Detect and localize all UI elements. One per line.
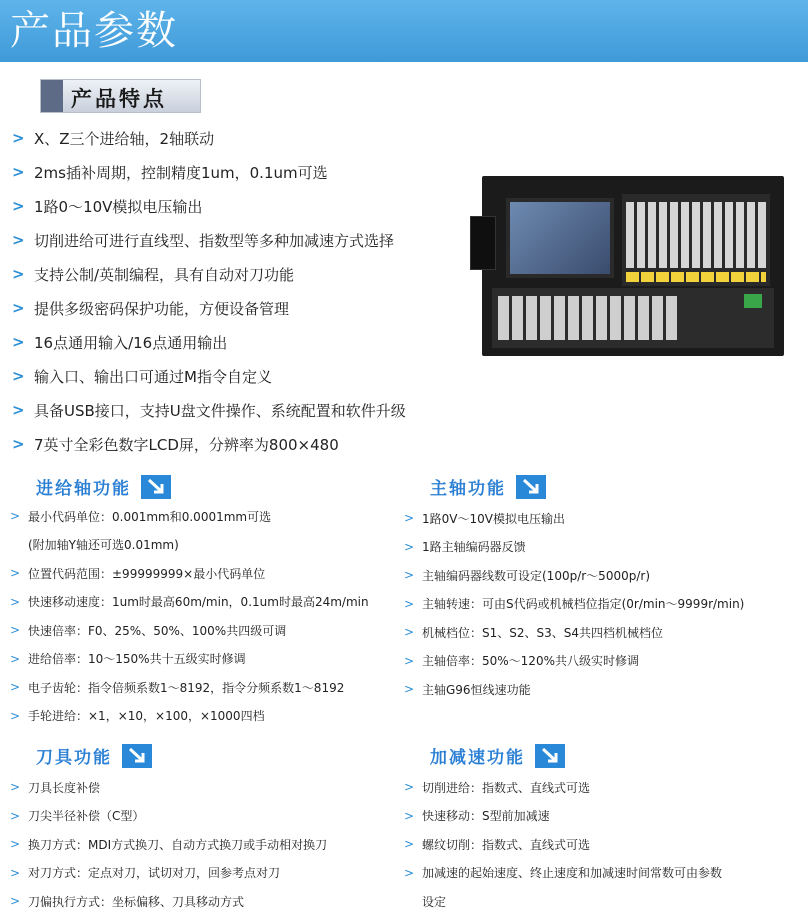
list-item [12,393,406,427]
chevron-right-icon: > [12,129,25,147]
chevron-right-icon: > [12,401,25,419]
operation-key-row [492,288,774,348]
chevron-right-icon: > [10,894,21,909]
chevron-right-icon: > [10,708,21,723]
chevron-right-icon: > [10,680,21,695]
chevron-right-icon: > [404,539,415,554]
spec-text: 主轴倍率：50%～120%共八级实时修调 [422,654,639,669]
operation-keys [498,296,678,340]
chevron-right-icon: > [404,653,415,668]
list-item [404,647,744,676]
feature-text: 7英寸全彩色数字LCD屏，分辨率为800×480 [34,435,339,454]
feature-text: 具备USB接口，支持U盘文件操作、系统配置和软件升级 [34,401,406,420]
spec-text: 快速移动：S型前加减速 [422,809,550,824]
feed-axis-title: 进给轴功能 [36,479,131,499]
list-item [10,773,327,802]
list-item [10,502,369,531]
list-item [404,773,722,802]
list-item [12,325,406,359]
list-item [12,121,406,155]
chevron-right-icon: > [404,837,415,852]
chevron-right-icon: > [404,625,415,640]
list-item [404,887,722,916]
spec-text: 手轮进给：×1，×10，×100，×1000四档 [28,709,265,724]
list-item [10,702,369,731]
feature-text: 输入口、输出口可通过M指令自定义 [34,367,272,386]
spec-text: 快速移动速度：1um时最高60m/min，0.1um时最高24m/min [28,595,369,610]
spec-text: 主轴G96恒线速功能 [422,682,531,697]
chevron-right-icon: > [10,808,21,823]
spec-text: 1路0V～10V模拟电压输出 [422,511,565,526]
arrow-down-right-icon [122,744,152,768]
list-item [12,155,406,189]
list-item [10,859,327,888]
spec-text: (附加轴Y轴还可选0.01mm) [28,538,179,553]
spec-text: 位置代码范围：±99999999×最小代码单位 [28,566,266,581]
tool-header [36,743,152,768]
header-banner [0,0,808,62]
spec-text: 1路主轴编码器反馈 [422,540,526,555]
feature-text: 2ms插补周期，控制精度1um，0.1um可选 [34,163,328,182]
feed-axis-list [10,502,369,730]
chevron-right-icon: > [404,808,415,823]
chevron-right-icon: > [404,682,415,697]
spec-text: 机械档位：S1、S2、S3、S4共四档机械档位 [422,625,664,640]
chevron-right-icon: > [12,333,25,351]
function-keys [626,272,766,282]
chevron-right-icon: > [10,837,21,852]
spindle-list [404,504,744,704]
spec-text: 对刀方式：定点对刀，试切对刀，回参考点对刀 [28,866,281,881]
tool-title: 刀具功能 [36,748,112,768]
chevron-right-icon: > [10,865,21,880]
list-item [10,531,369,560]
list-item [10,616,369,645]
list-item [10,645,369,674]
spec-text: 快速倍率：F0、25%、50%、100%共四级可调 [28,623,287,638]
chevron-right-icon: > [10,623,21,638]
list-item [10,588,369,617]
feature-text: 16点通用输入/16点通用输出 [34,333,228,352]
spec-text: 刀具长度补偿 [28,780,101,795]
chevron-right-icon: > [404,511,415,526]
features-title: 产品特点 [71,86,167,111]
spec-text: 螺纹切削：指数式、直线式可选 [422,837,591,852]
accel-title: 加减速功能 [430,748,525,768]
chevron-right-icon: > [12,163,25,181]
keypad-area [622,194,770,286]
list-item [12,223,406,257]
list-item [404,533,744,562]
arrow-down-right-icon [141,475,171,499]
chevron-right-icon: > [12,265,25,283]
usb-bracket [470,216,496,270]
chevron-right-icon: > [10,566,21,581]
keypad-keys [626,202,766,268]
spec-text: 主轴转速：可由S代码或机械档位指定(0r/min～9999r/min) [422,597,745,612]
features-tab [40,79,201,113]
chevron-right-icon: > [12,299,25,317]
list-item [404,504,744,533]
spindle-title: 主轴功能 [430,479,506,499]
accel-header [430,743,565,768]
spec-text: 设定 [422,894,447,909]
spec-text: 加减速的起始速度、终止速度和加减速时间常数可由参数 [422,866,723,881]
feature-text: 1路0～10V模拟电压输出 [34,197,203,216]
list-item [404,590,744,619]
list-item [404,675,744,704]
chevron-right-icon: > [10,780,21,795]
spec-text: 切削进给：指数式、直线式可选 [422,780,591,795]
list-item [12,257,406,291]
spec-text: 主轴编码器线数可设定(100p/r～5000p/r) [422,568,650,583]
chevron-right-icon: > [12,367,25,385]
list-item [10,559,369,588]
chevron-right-icon: > [12,435,25,453]
page-title: 产品参数 [10,8,178,54]
chevron-right-icon: > [12,231,25,249]
feed-axis-header [36,474,171,499]
feature-text: 提供多级密码保护功能，方便设备管理 [34,299,290,318]
spindle-header [430,474,546,499]
cnc-controller-image [482,176,784,356]
list-item [12,189,406,223]
list-item [404,618,744,647]
spec-text: 电子齿轮：指令倍频系数1～8192，指令分频系数1～8192 [28,680,345,695]
features-list [12,121,406,461]
chevron-right-icon: > [404,596,415,611]
chevron-right-icon: > [404,568,415,583]
chevron-right-icon: > [10,651,21,666]
arrow-down-right-icon [535,744,565,768]
list-item [12,359,406,393]
cycle-start-key [744,294,762,308]
list-item [10,887,327,916]
spec-text: 换刀方式：MDI方式换刀、自动方式换刀或手动相对换刀 [28,837,328,852]
list-item [10,802,327,831]
list-item [404,802,722,831]
feature-text: 支持公制/英制编程，具有自动对刀功能 [34,265,295,284]
arrow-down-right-icon [516,475,546,499]
chevron-right-icon: > [10,509,21,524]
spec-text: 进给倍率：10～150%共十五级实时修调 [28,652,246,667]
list-item [404,859,722,888]
tool-list [10,773,327,916]
spec-text: 最小代码单位：0.001mm和0.0001mm可选 [28,509,272,524]
spec-text: 刀尖半径补偿（C型） [28,809,145,824]
feature-text: 切削进给可进行直线型、指数型等多种加减速方式选择 [34,231,395,250]
chevron-right-icon: > [404,780,415,795]
accel-list [404,773,722,916]
lcd-screen [506,198,614,278]
chevron-right-icon: > [12,197,25,215]
spec-text: 刀偏执行方式：坐标偏移、刀具移动方式 [28,894,245,909]
list-item [10,830,327,859]
list-item [12,427,406,461]
list-item [10,673,369,702]
chevron-right-icon: > [404,865,415,880]
feature-text: X、Z三个进给轴，2轴联动 [34,129,215,148]
list-item [404,830,722,859]
chevron-right-icon: > [10,594,21,609]
list-item [12,291,406,325]
list-item [404,561,744,590]
